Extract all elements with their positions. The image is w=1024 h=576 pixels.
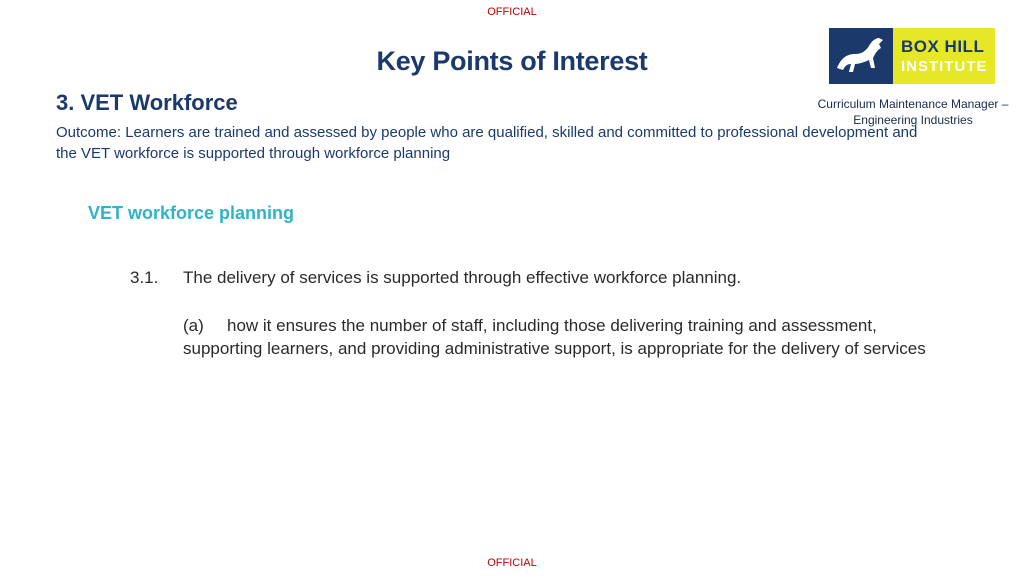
- logo-text-line1: BOX HILL: [901, 37, 985, 56]
- sub-item-letter: (a): [183, 316, 204, 335]
- sub-heading: VET workforce planning: [88, 203, 295, 223]
- sub-list-item: [183, 314, 953, 360]
- logo-text-line2: INSTITUTE: [901, 58, 988, 75]
- outcome-statement: Outcome: Learners are trained and assessed by people who are qualified, skilled and committed to professional development and the VET workforce is supported through workforce planning: [56, 124, 918, 162]
- horse-icon: [829, 28, 893, 84]
- item-text: The delivery of services is supported through effective workforce planning.: [183, 268, 742, 287]
- official-label-bottom: OFFICIAL: [487, 557, 537, 569]
- official-label-top: OFFICIAL: [487, 6, 537, 18]
- slide-title: Key Points of Interest: [376, 46, 648, 76]
- sub-item-text: how it ensures the number of staff, including those delivering training and assessment, supporting learners, and providing administrative support, is appropriate for the delivery of services: [183, 316, 926, 358]
- section-heading: 3. VET Workforce: [56, 90, 238, 115]
- presenter-role: Curriculum Maintenance Manager – Engineering Industries: [817, 97, 1009, 127]
- box-hill-institute-logo: [829, 28, 995, 84]
- item-number: 3.1.: [130, 268, 159, 287]
